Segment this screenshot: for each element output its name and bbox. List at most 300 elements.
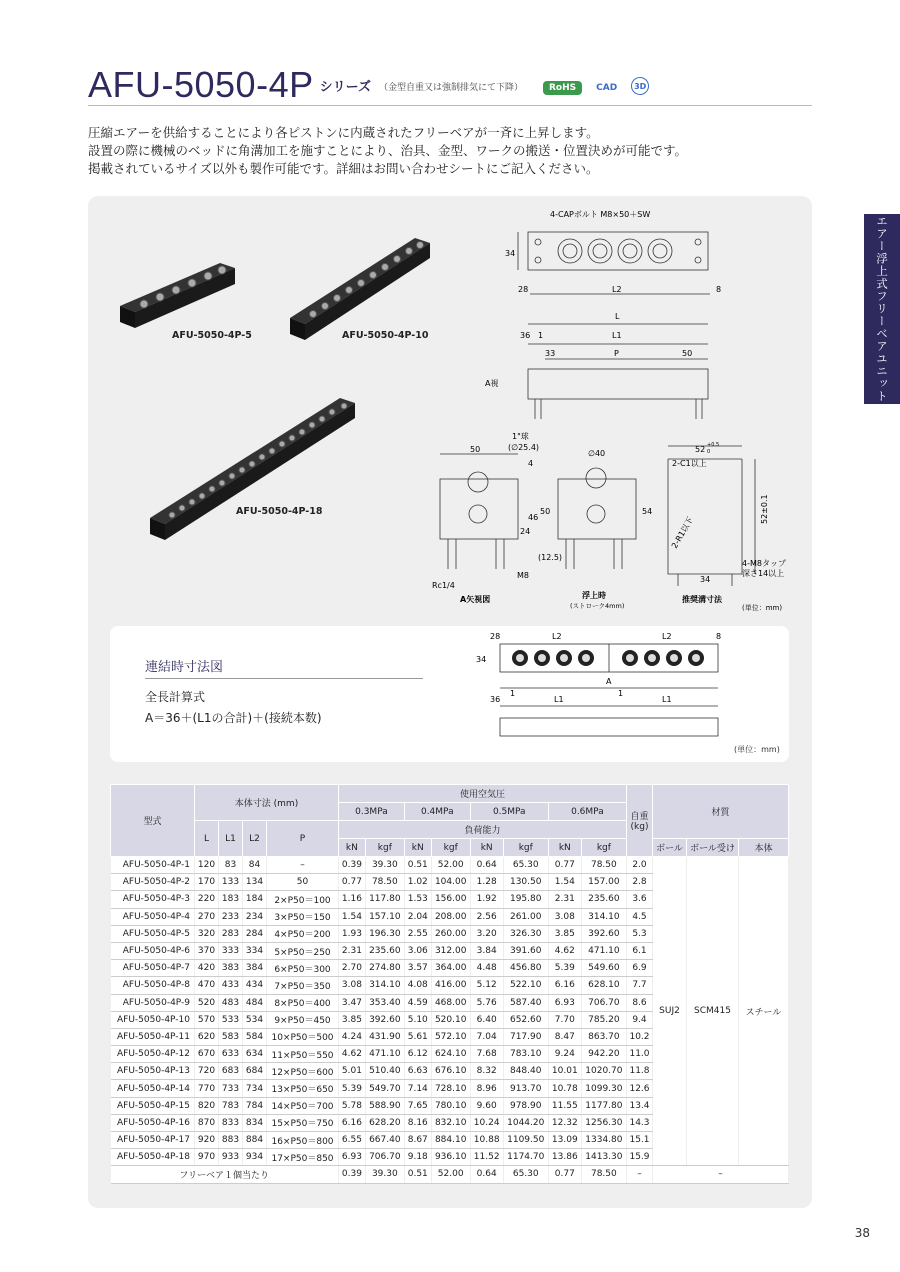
value-cell: 261.00: [503, 908, 548, 925]
value-cell: 1109.50: [503, 1132, 548, 1149]
value-cell: 4.59: [404, 994, 431, 1011]
value-cell: 156.00: [431, 891, 470, 908]
value-cell: 933: [219, 1149, 243, 1166]
value-cell: 470: [195, 977, 219, 994]
value-cell: 9.60: [470, 1097, 503, 1114]
value-cell: 8.67: [404, 1132, 431, 1149]
value-cell: 50: [267, 874, 339, 891]
dim-col: P: [267, 821, 339, 857]
value-cell: 157.00: [581, 874, 626, 891]
value-cell: 6.40: [470, 1011, 503, 1028]
value-cell: –: [653, 1166, 789, 1183]
connection-title: 連結時寸法図: [145, 660, 224, 675]
value-cell: 11.0: [627, 1046, 653, 1063]
series-label: シリーズ: [319, 80, 371, 95]
value-cell: 1413.30: [581, 1149, 626, 1166]
value-cell: 667.40: [365, 1132, 404, 1149]
value-cell: 522.10: [503, 977, 548, 994]
value-cell: 2.31: [339, 942, 366, 959]
pressure-header: 使用空気圧: [339, 785, 627, 803]
value-cell: 220: [195, 891, 219, 908]
value-cell: 483: [219, 994, 243, 1011]
value-cell: 13.86: [548, 1149, 581, 1166]
dim-label: (12.5): [538, 553, 563, 562]
value-cell: 3.85: [548, 925, 581, 942]
unit-col: kgf: [365, 839, 404, 857]
dim-label: 1: [618, 689, 624, 698]
value-cell: 420: [195, 960, 219, 977]
value-cell: 5.76: [470, 994, 503, 1011]
value-cell: 104.00: [431, 874, 470, 891]
model-cell: AFU-5050-4P-17: [111, 1132, 195, 1149]
value-cell: 652.60: [503, 1011, 548, 1028]
value-cell: 3.57: [404, 960, 431, 977]
value-cell: 3.06: [404, 942, 431, 959]
value-cell: 770: [195, 1080, 219, 1097]
model-cell: AFU-5050-4P-14: [111, 1080, 195, 1097]
dim-label: 深さ14以上: [742, 569, 785, 578]
value-cell: 683: [219, 1063, 243, 1080]
per-ball-label: フリーベア１個当たり: [111, 1166, 339, 1183]
value-cell: 364.00: [431, 960, 470, 977]
value-cell: 14×P50＝700: [267, 1097, 339, 1114]
photo-label: AFU-5050-4P-18: [236, 506, 323, 517]
unit-col: kN: [404, 839, 431, 857]
model-cell: AFU-5050-4P-2: [111, 874, 195, 891]
value-cell: 0.77: [339, 874, 366, 891]
value-cell: 157.10: [365, 908, 404, 925]
value-cell: 334: [243, 942, 267, 959]
dim-label: M8: [517, 571, 529, 580]
length-formula: A＝36＋(L1の合計)＋(接続本数): [145, 711, 322, 725]
value-cell: 870: [195, 1114, 219, 1131]
value-cell: 11×P50＝550: [267, 1046, 339, 1063]
value-cell: 3.20: [470, 925, 503, 942]
value-cell: 0.39: [339, 857, 366, 874]
dim-label: L1: [662, 695, 672, 704]
value-cell: 0.77: [548, 857, 581, 874]
value-cell: 134: [243, 874, 267, 891]
value-cell: 9.18: [404, 1149, 431, 1166]
dim-label: 4: [528, 459, 534, 468]
value-cell: 468.00: [431, 994, 470, 1011]
dim-label: 50: [540, 507, 551, 516]
value-cell: 65.30: [503, 857, 548, 874]
value-cell: 11.52: [470, 1149, 503, 1166]
value-cell: 3.08: [339, 977, 366, 994]
value-cell: 312.00: [431, 942, 470, 959]
value-cell: 13×P50＝650: [267, 1080, 339, 1097]
unit-col: kN: [470, 839, 503, 857]
value-cell: 684: [243, 1063, 267, 1080]
pressure-col: 0.6MPa: [548, 803, 626, 821]
value-cell: 1256.30: [581, 1114, 626, 1131]
value-cell: 392.60: [365, 1011, 404, 1028]
photo-label: AFU-5050-4P-5: [172, 330, 252, 341]
value-cell: 6.1: [627, 942, 653, 959]
model-cell: AFU-5050-4P-12: [111, 1046, 195, 1063]
dim-label: A: [606, 677, 612, 686]
value-cell: 1.16: [339, 891, 366, 908]
value-cell: 1174.70: [503, 1149, 548, 1166]
value-cell: 520.10: [431, 1011, 470, 1028]
value-cell: 0.51: [404, 857, 431, 874]
value-cell: 196.30: [365, 925, 404, 942]
value-cell: 2.56: [470, 908, 503, 925]
dim-label: 1: [538, 331, 544, 340]
value-cell: 416.00: [431, 977, 470, 994]
value-cell: 208.00: [431, 908, 470, 925]
value-cell: 1.93: [339, 925, 366, 942]
intro-line: 圧縮エアーを供給することにより各ピストンに内蔵されたフリーベアが一斉に上昇します。: [88, 125, 599, 140]
intro-line: 設置の際に機械のベッドに角溝加工を施すことにより、治具、金型、ワークの搬送・位置決めが可能です。: [88, 143, 688, 158]
value-cell: 1.53: [404, 891, 431, 908]
value-cell: 733: [219, 1080, 243, 1097]
dim-label: 50: [682, 349, 693, 358]
model-cell: AFU-5050-4P-6: [111, 942, 195, 959]
page-header: [88, 62, 812, 106]
value-cell: –: [267, 857, 339, 874]
value-cell: 284: [243, 925, 267, 942]
value-cell: 848.40: [503, 1063, 548, 1080]
weight-header: 自重 (kg): [627, 785, 653, 857]
value-cell: 234: [243, 908, 267, 925]
dim-col: L2: [243, 821, 267, 857]
value-cell: 883: [219, 1132, 243, 1149]
value-cell: 3.6: [627, 891, 653, 908]
value-cell: 6.93: [548, 994, 581, 1011]
value-cell: 78.50: [581, 857, 626, 874]
unit-col: kgf: [581, 839, 626, 857]
rail-photo-10: [290, 238, 430, 340]
value-cell: 1.54: [339, 908, 366, 925]
value-cell: 235.60: [365, 942, 404, 959]
rail-photo-18: [150, 398, 355, 540]
value-cell: 383: [219, 960, 243, 977]
dim-label: 54: [642, 507, 653, 516]
value-cell: 634: [243, 1046, 267, 1063]
value-cell: 783.10: [503, 1046, 548, 1063]
pressure-col: 0.4MPa: [404, 803, 470, 821]
value-cell: 270: [195, 908, 219, 925]
material-cell: SCM415: [687, 857, 739, 1166]
model-cell: AFU-5050-4P-11: [111, 1028, 195, 1045]
material-cell: スチール: [739, 857, 789, 1166]
value-cell: 12×P50＝600: [267, 1063, 339, 1080]
value-cell: 833: [219, 1114, 243, 1131]
value-cell: 391.60: [503, 942, 548, 959]
value-cell: 52.00: [431, 1166, 470, 1183]
value-cell: 720: [195, 1063, 219, 1080]
value-cell: 6.63: [404, 1063, 431, 1080]
value-cell: 2.0: [627, 857, 653, 874]
value-cell: 1177.80: [581, 1097, 626, 1114]
dim-label: 34: [476, 655, 487, 664]
value-cell: 3.84: [470, 942, 503, 959]
value-cell: 8.16: [404, 1114, 431, 1131]
cap-bolt-label: 4-CAPボルト M8×50＋SW: [550, 210, 651, 219]
value-cell: 6.93: [339, 1149, 366, 1166]
value-cell: 780.10: [431, 1097, 470, 1114]
value-cell: 863.70: [581, 1028, 626, 1045]
value-cell: 10.88: [470, 1132, 503, 1149]
page-number: 38: [854, 1226, 870, 1240]
value-cell: 8×P50＝400: [267, 994, 339, 1011]
value-cell: 7.65: [404, 1097, 431, 1114]
value-cell: 4×P50＝200: [267, 925, 339, 942]
value-cell: 0.39: [339, 1166, 366, 1183]
dim-label: Rc1/4: [432, 581, 455, 590]
value-cell: 628.10: [581, 977, 626, 994]
title-underline: [145, 678, 423, 679]
value-cell: 913.70: [503, 1080, 548, 1097]
value-cell: 670: [195, 1046, 219, 1063]
value-cell: 471.10: [365, 1046, 404, 1063]
value-cell: 15.9: [627, 1149, 653, 1166]
value-cell: 5.39: [339, 1080, 366, 1097]
value-cell: 9×P50＝450: [267, 1011, 339, 1028]
dim-label: P: [614, 349, 619, 358]
dim-label: 28: [518, 285, 529, 294]
value-cell: 583: [219, 1028, 243, 1045]
pressure-col: 0.5MPa: [470, 803, 548, 821]
value-cell: 5×P50＝250: [267, 942, 339, 959]
dim-label: 28: [490, 632, 501, 641]
value-cell: 533: [219, 1011, 243, 1028]
value-cell: 260.00: [431, 925, 470, 942]
value-cell: 970: [195, 1149, 219, 1166]
value-cell: 9.4: [627, 1011, 653, 1028]
value-cell: 5.12: [470, 977, 503, 994]
load-header: 負荷能力: [339, 821, 627, 839]
dim-label: 46: [528, 513, 539, 522]
dim-label: L2: [612, 285, 622, 294]
value-cell: 624.10: [431, 1046, 470, 1063]
groove-label: 推奨溝寸法: [682, 595, 722, 604]
value-cell: 834: [243, 1114, 267, 1131]
value-cell: 1.02: [404, 874, 431, 891]
value-cell: 7×P50＝350: [267, 977, 339, 994]
dim-label: 36: [520, 331, 531, 340]
value-cell: 4.48: [470, 960, 503, 977]
dim-label: 0: [707, 449, 711, 455]
dim-label: 8: [716, 632, 722, 641]
value-cell: 13.09: [548, 1132, 581, 1149]
value-cell: 587.40: [503, 994, 548, 1011]
value-cell: 5.61: [404, 1028, 431, 1045]
value-cell: 471.10: [581, 942, 626, 959]
value-cell: 934: [243, 1149, 267, 1166]
value-cell: 6.16: [339, 1114, 366, 1131]
value-cell: 1.92: [470, 891, 503, 908]
value-cell: 52.00: [431, 857, 470, 874]
3d-badge[interactable]: 3D: [631, 77, 649, 95]
material-cell: SUJ2: [653, 857, 687, 1166]
value-cell: 9.24: [548, 1046, 581, 1063]
value-cell: 2.8: [627, 874, 653, 891]
value-cell: 7.14: [404, 1080, 431, 1097]
dim-label: 1"球: [512, 432, 529, 441]
spec-table: [110, 784, 789, 1184]
model-cell: AFU-5050-4P-3: [111, 891, 195, 908]
value-cell: 1334.80: [581, 1132, 626, 1149]
value-cell: 83: [219, 857, 243, 874]
value-cell: 11.8: [627, 1063, 653, 1080]
value-cell: 0.77: [548, 1166, 581, 1183]
unit-label: (単位：mm): [734, 745, 780, 754]
value-cell: 314.10: [365, 977, 404, 994]
value-cell: 274.80: [365, 960, 404, 977]
value-cell: 936.10: [431, 1149, 470, 1166]
value-cell: 78.50: [365, 874, 404, 891]
model-cell: AFU-5050-4P-16: [111, 1114, 195, 1131]
float-label: 浮上時: [582, 591, 606, 600]
dim-col: L1: [219, 821, 243, 857]
material-col: ボール受け: [687, 839, 739, 857]
value-cell: 920: [195, 1132, 219, 1149]
value-cell: 434: [243, 977, 267, 994]
dim-label: 52: [695, 445, 706, 454]
value-cell: 133: [219, 874, 243, 891]
dim-label: 34: [505, 249, 516, 258]
value-cell: 184: [243, 891, 267, 908]
value-cell: 4.24: [339, 1028, 366, 1045]
value-cell: 588.90: [365, 1097, 404, 1114]
value-cell: 3.85: [339, 1011, 366, 1028]
body-dims-header: 本体寸法 (mm): [195, 785, 339, 821]
value-cell: 1.28: [470, 874, 503, 891]
value-cell: 12.32: [548, 1114, 581, 1131]
dim-label: L2: [552, 632, 562, 641]
value-cell: 5.78: [339, 1097, 366, 1114]
dim-label: 36: [490, 695, 501, 704]
value-cell: 195.80: [503, 891, 548, 908]
dim-label: L1: [554, 695, 564, 704]
value-cell: 15×P50＝750: [267, 1114, 339, 1131]
a-view-label: A視: [485, 379, 499, 388]
dim-label: 8: [716, 285, 722, 294]
value-cell: 4.5: [627, 908, 653, 925]
category-side-tab[interactable]: エアー浮上式フリーベアユニット: [864, 214, 900, 404]
model-cell: AFU-5050-4P-10: [111, 1011, 195, 1028]
value-cell: 785.20: [581, 1011, 626, 1028]
value-cell: 2.31: [548, 891, 581, 908]
value-cell: 8.96: [470, 1080, 503, 1097]
descend-note: （金型自重又は強制排気にて下降）: [378, 83, 523, 93]
formula-label: 全長計算式: [145, 690, 206, 704]
value-cell: 353.40: [365, 994, 404, 1011]
cad-badge[interactable]: CAD: [596, 83, 618, 93]
value-cell: 3.08: [548, 908, 581, 925]
value-cell: 12.6: [627, 1080, 653, 1097]
value-cell: 13.4: [627, 1097, 653, 1114]
value-cell: 8.32: [470, 1063, 503, 1080]
dim-label: +0.5: [707, 442, 720, 448]
value-cell: 7.68: [470, 1046, 503, 1063]
value-cell: 283: [219, 925, 243, 942]
value-cell: 0.64: [470, 857, 503, 874]
value-cell: 7.04: [470, 1028, 503, 1045]
value-cell: 120: [195, 857, 219, 874]
dim-label: ∅40: [588, 449, 606, 458]
model-header: 型式: [111, 785, 195, 857]
value-cell: 10.24: [470, 1114, 503, 1131]
value-cell: 717.90: [503, 1028, 548, 1045]
material-header: 材質: [653, 785, 789, 839]
dim-label: 52±0.1: [760, 494, 769, 524]
value-cell: 1.54: [548, 874, 581, 891]
value-cell: 8.47: [548, 1028, 581, 1045]
value-cell: 6.55: [339, 1132, 366, 1149]
model-cell: AFU-5050-4P-15: [111, 1097, 195, 1114]
value-cell: 431.90: [365, 1028, 404, 1045]
value-cell: 4.08: [404, 977, 431, 994]
value-cell: 884.10: [431, 1132, 470, 1149]
value-cell: 6×P50＝300: [267, 960, 339, 977]
material-col: ボール: [653, 839, 687, 857]
value-cell: 676.10: [431, 1063, 470, 1080]
value-cell: 17×P50＝850: [267, 1149, 339, 1166]
value-cell: 633: [219, 1046, 243, 1063]
model-cell: AFU-5050-4P-1: [111, 857, 195, 874]
stroke-label: (ストローク4mm): [570, 602, 625, 610]
value-cell: 784: [243, 1097, 267, 1114]
value-cell: 456.80: [503, 960, 548, 977]
dim-label: L: [615, 312, 620, 321]
value-cell: 7.70: [548, 1011, 581, 1028]
unit-label: (単位：mm): [742, 604, 783, 612]
value-cell: 65.30: [503, 1166, 548, 1183]
model-cell: AFU-5050-4P-4: [111, 908, 195, 925]
model-cell: AFU-5050-4P-9: [111, 994, 195, 1011]
intro-text: [88, 124, 687, 178]
value-cell: 84: [243, 857, 267, 874]
dim-label: 50: [470, 445, 481, 454]
model-cell: AFU-5050-4P-8: [111, 977, 195, 994]
dim-label: 4-M8タップ: [742, 559, 786, 568]
value-cell: 6.12: [404, 1046, 431, 1063]
dim-label: 1: [510, 689, 516, 698]
model-cell: AFU-5050-4P-7: [111, 960, 195, 977]
dim-label: L1: [612, 331, 622, 340]
dim-label: L2: [662, 632, 672, 641]
value-cell: 3.47: [339, 994, 366, 1011]
value-cell: 235.60: [581, 891, 626, 908]
rail-photo-5: [120, 263, 235, 328]
value-cell: 39.30: [365, 1166, 404, 1183]
value-cell: 11.55: [548, 1097, 581, 1114]
value-cell: 0.51: [404, 1166, 431, 1183]
value-cell: 572.10: [431, 1028, 470, 1045]
dim-label: 24: [520, 527, 531, 536]
value-cell: 706.70: [365, 1149, 404, 1166]
value-cell: 10×P50＝500: [267, 1028, 339, 1045]
value-cell: 433: [219, 977, 243, 994]
unit-col: kgf: [431, 839, 470, 857]
value-cell: 10.01: [548, 1063, 581, 1080]
value-cell: 15.1: [627, 1132, 653, 1149]
value-cell: 314.10: [581, 908, 626, 925]
product-title: AFU-5050-4P: [88, 64, 314, 105]
value-cell: 8.6: [627, 994, 653, 1011]
unit-col: kN: [548, 839, 581, 857]
value-cell: 2.55: [404, 925, 431, 942]
value-cell: 2.04: [404, 908, 431, 925]
value-cell: 734: [243, 1080, 267, 1097]
model-cell: AFU-5050-4P-18: [111, 1149, 195, 1166]
value-cell: 884: [243, 1132, 267, 1149]
value-cell: 832.10: [431, 1114, 470, 1131]
